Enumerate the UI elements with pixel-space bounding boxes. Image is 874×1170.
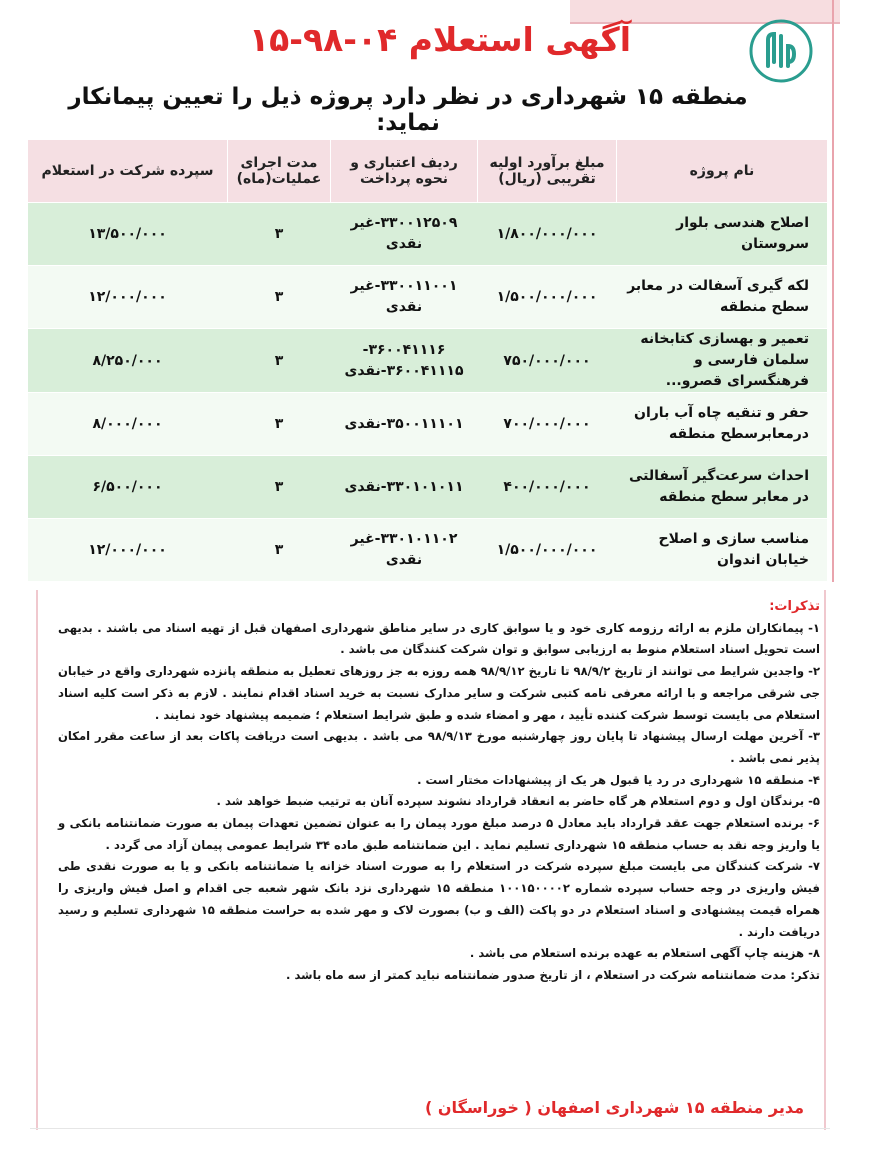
project-estimate: ۱/۵۰۰/۰۰۰/۰۰۰ [478,266,617,329]
note-item: تذکر: مدت ضمانتنامه شرکت در استعلام ، از تاریخ صدور ضمانتنامه نباید کمتر از سه ماه باشد . [286,967,820,982]
table-row [28,266,828,329]
projects-table [27,140,827,581]
table-row [28,456,828,519]
table-row [28,203,828,266]
project-credit: ۳۳۰۰۱۲۵۰۹-غیر نقدی [331,203,478,266]
left-border-line [36,590,38,1130]
project-estimate: ۱/۵۰۰/۰۰۰/۰۰۰ [478,519,617,582]
project-credit: ۳۳۰۰۱۱۰۰۱-غیر نقدی [331,266,478,329]
project-deposit: ۸/۰۰۰/۰۰۰ [28,393,228,456]
notice-subtitle: منطقه ۱۵ شهرداری در نظر دارد پروژه ذیل را تعیین پیمانکار نماید: [68,84,748,136]
project-deposit: ۱۲/۰۰۰/۰۰۰ [28,519,228,582]
project-estimate: ۷۰۰/۰۰۰/۰۰۰ [478,393,617,456]
bottom-divider [30,1128,830,1129]
note-item: ۷- شرکت کنندگان می بایست مبلغ سپرده شرکت در استعلام را به صورت اسناد خزانه یا ضمانتنامه بانکی و یا به صورت نقدی طی فیش واریزی در وجه حساب سپرده شماره ۱۰۰۱۵۰۰۰۰۲ منطقه ۱۵ شهرداری نزد بانک شهر شعبه جی اقدام و اصل فیش واریزی را همراه قیمت پیشنهادی و اسناد استعلام در دو پاکت (الف و ب) بصورت لاک و مهر شده به حراست منطقه ۱۵ شهرداری تسلیم و رسید دریافت دارند . [58,859,821,939]
note-item: ۶- برنده استعلام جهت عقد قرارداد باید معادل ۵ درصد مبلغ مورد پیمان را به عنوان تضمین تعهدات پیمان به صورت ضمانتنامه بانکی و یا واریز وجه نقد به حساب منطقه ۱۵ شهرداری تسلیم نماید . این ضمانتنامه طبق ماده ۳۴ شرایط عمومی پیمان آزاد می گردد . [58,816,820,852]
project-deposit: ۸/۲۵۰/۰۰۰ [28,329,228,393]
municipality-logo-icon [748,18,814,84]
project-estimate: ۴۰۰/۰۰۰/۰۰۰ [478,456,617,519]
project-name: حفر و تنقیه چاه آب باران درمعابرسطح منطقه [617,393,828,456]
project-deposit: ۱۳/۵۰۰/۰۰۰ [28,203,228,266]
signature: مدیر منطقه ۱۵ شهرداری اصفهان ( خوراسگان ) [425,1098,804,1117]
project-deposit: ۶/۵۰۰/۰۰۰ [28,456,228,519]
project-estimate: ۱/۸۰۰/۰۰۰/۰۰۰ [478,203,617,266]
notes-heading: تذکرات: [769,599,820,614]
right-border-line [832,0,834,582]
note-item: ۵- برندگان اول و دوم استعلام هر گاه حاضر به انعقاد قرارداد نشوند سپرده آنان به ترتیب ضبط خواهد شد . [216,794,820,809]
notice-title: آگهی استعلام ۰۴-۹۸-۱۵ [248,20,632,59]
notes-section [58,596,820,987]
project-credit: ۳۳۰۱۰۱۱۰۲-غیر نقدی [331,519,478,582]
table-header-row [28,140,828,203]
project-months: ۳ [228,329,331,393]
project-name: احداث سرعت‌گیر آسفالتی در معابر سطح منطقه [617,456,828,519]
project-estimate: ۷۵۰/۰۰۰/۰۰۰ [478,329,617,393]
note-item: ۳- آخرین مهلت ارسال پیشنهاد تا پایان روز چهارشنبه مورخ ۹۸/۹/۱۳ می باشد . بدیهی است دریافت پاکات بعد از ساعت مقرر امکان پذیر نمی باشد . [58,729,820,765]
column-header: مدت اجرای عملیات(ماه) [228,140,331,203]
note-item: ۱- پیمانکاران ملزم به ارائه رزومه کاری خود و یا سوابق کاری در سایر مناطق شهرداری اصفهان قبل از تهیه اسناد می باشند . بدیهی است تحویل اسناد استعلام منوط به ارزیابی سوابق و توان شرکت کنندگان می باشد . [58,620,820,657]
column-header: سپرده شرکت در استعلام [28,140,228,203]
project-credit: ۳۳۰۱۰۱۰۱۱-نقدی [331,456,478,519]
note-item: ۸- هزینه چاپ آگهی استعلام به عهده برنده استعلام می باشد . [469,946,820,961]
project-name: تعمیر و بهسازی کتابخانه سلمان فارسی و فرهنگسرای قصرو... [617,329,828,393]
project-deposit: ۱۲/۰۰۰/۰۰۰ [28,266,228,329]
project-months: ۳ [228,519,331,582]
column-header: ردیف اعتباری و نحوه پرداخت [331,140,478,203]
project-credit: ۳۶۰۰۴۱۱۱۶- ۳۶۰۰۴۱۱۱۵-نقدی [331,329,478,393]
project-credit: ۳۵۰۰۱۱۱۰۱-نقدی [331,393,478,456]
note-item: ۴- منطقه ۱۵ شهرداری در رد یا قبول هر یک از پیشنهادات مختار است . [417,772,820,787]
table-row [28,519,828,582]
project-months: ۳ [228,393,331,456]
note-item: ۲- واجدین شرایط می توانند از تاریخ ۹۸/۹/۲ تا تاریخ ۹۸/۹/۱۲ همه روزه به جز روزهای تعطیل به منطقه پانزده شهرداری واقع در خیابان جی شرقی مراجعه و با ارائه معرفی نامه کتبی شرکت و سایر مدارک نسبت به خرید اسناد اقدام نمایند . لازم به ذکر است کلیه اسناد استعلام می بایست توسط شرکت کننده تأیید ، مهر و امضاء شده و طبق شرایط استعلام ؛ ضمیمه پیشنهاد خود نمایند . [58,664,821,722]
table-row [28,329,828,393]
project-months: ۳ [228,266,331,329]
project-months: ۳ [228,456,331,519]
project-name: لکه گیری آسفالت در معابر سطح منطقه [617,266,828,329]
project-name: مناسب سازی و اصلاح خیابان اندوان [617,519,828,582]
right-inner-border-line [824,590,826,1130]
project-months: ۳ [228,203,331,266]
column-header: مبلغ برآورد اولیه تقریبی (ریال) [478,140,617,203]
project-name: اصلاح هندسی بلوار سروستان [617,203,828,266]
table-row [28,393,828,456]
column-header: نام پروژه [617,140,828,203]
